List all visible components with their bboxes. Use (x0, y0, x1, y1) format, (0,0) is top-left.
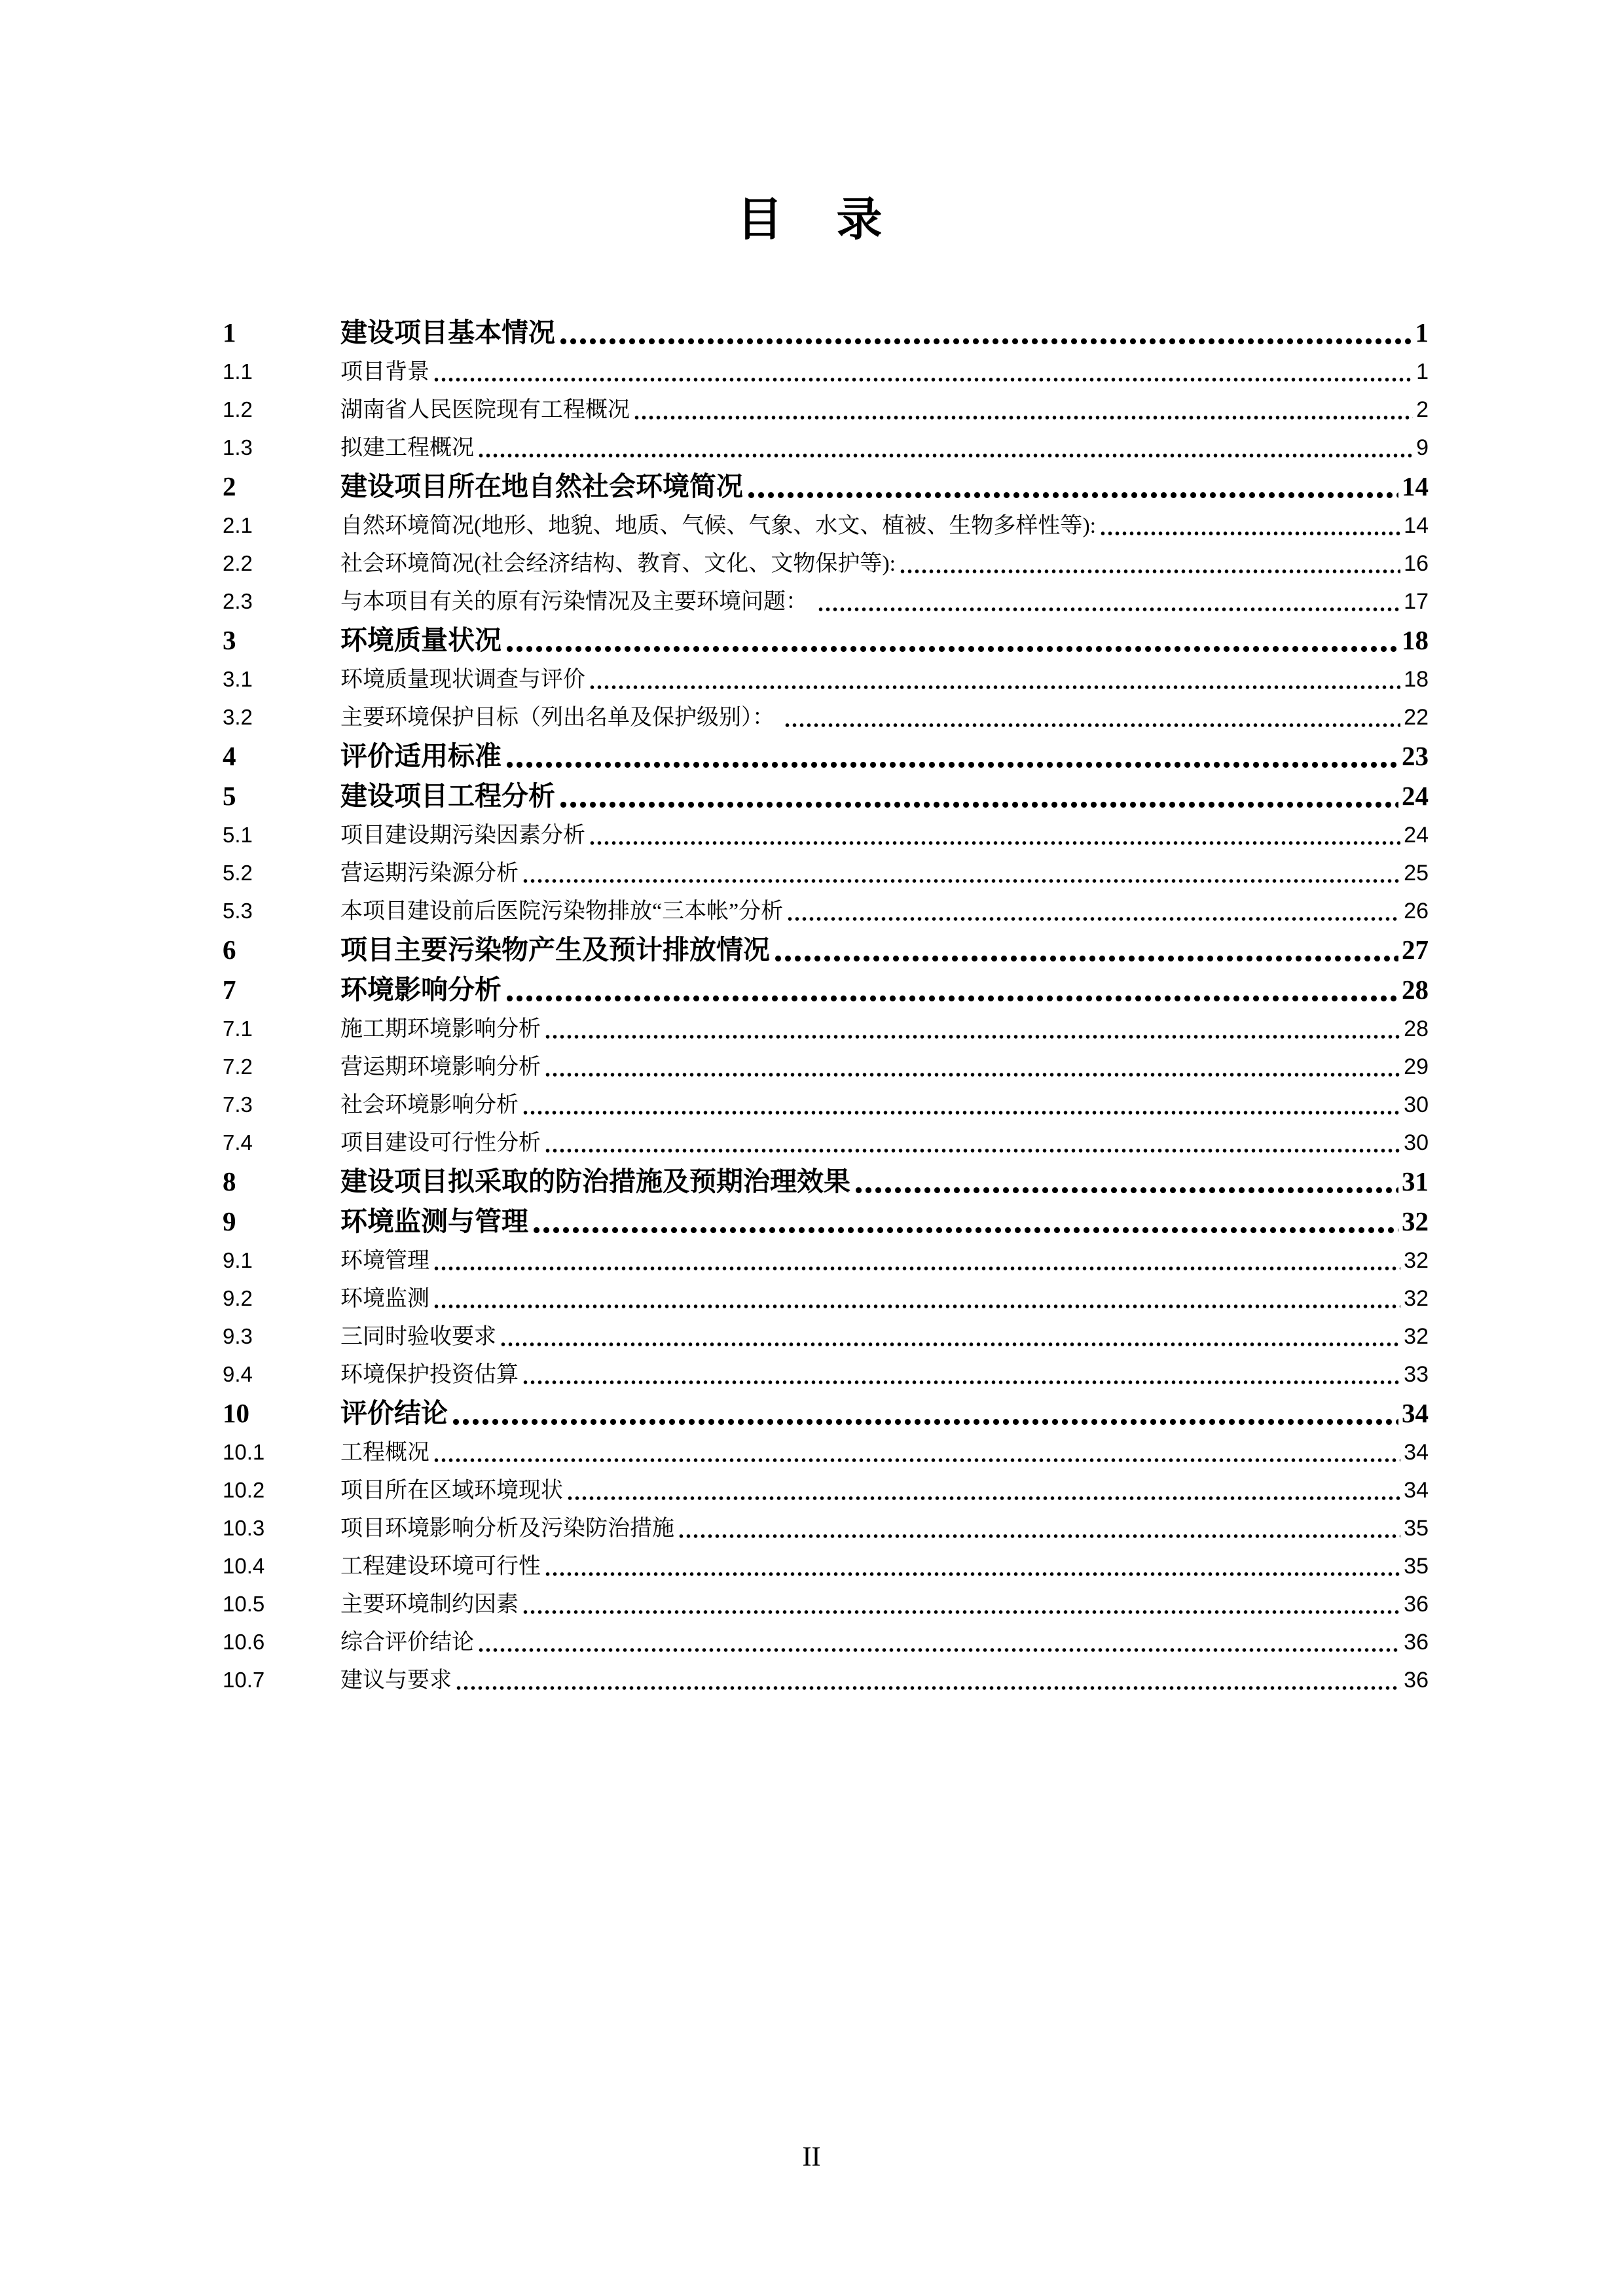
toc-entry-title: 主要环境制约因素 (340, 1592, 519, 1617)
toc-entry-number: 10.6 (223, 1630, 265, 1654)
dot-leader (589, 685, 1400, 690)
toc-entry[interactable] (223, 429, 1429, 467)
toc-entry-title: 项目所在区域环境现状 (340, 1479, 563, 1503)
toc-entry-number: 9 (223, 1206, 236, 1236)
page-title: 目 录 (737, 194, 886, 245)
toc-entry-page: 28 (1404, 1016, 1429, 1041)
toc-entry-page: 34 (1404, 1440, 1429, 1465)
toc-entry-number: 10.2 (223, 1478, 265, 1502)
toc-entry-page: 14 (1402, 471, 1429, 501)
toc-entry[interactable] (223, 854, 1429, 892)
toc-entry-title: 项目主要污染物产生及预计排放情况 (340, 935, 770, 965)
toc-entry-title: 评价适用标准 (340, 741, 501, 771)
toc-entry-title: 项目建设可行性分析 (340, 1131, 541, 1155)
toc-entry-number: 9.2 (223, 1286, 253, 1310)
toc-entry-page: 35 (1404, 1516, 1429, 1541)
toc-entry-number: 6 (223, 935, 236, 965)
toc-entry-title: 工程概况 (340, 1441, 429, 1465)
toc-entry-number: 4 (223, 741, 236, 771)
toc-entry-number: 10.7 (223, 1668, 265, 1692)
toc-entry[interactable] (223, 1509, 1429, 1547)
toc-entry-number: 7 (223, 975, 236, 1005)
table-of-contents (223, 313, 1429, 1699)
toc-entry-number: 5.2 (223, 861, 253, 885)
toc-entry-page: 22 (1404, 705, 1429, 730)
dot-leader (899, 569, 1400, 574)
dot-leader (544, 1571, 1400, 1577)
toc-entry[interactable] (223, 1355, 1429, 1393)
dot-leader (532, 1227, 1398, 1234)
toc-entry-number: 1 (223, 317, 236, 348)
toc-entry-number: 9.1 (223, 1248, 253, 1272)
toc-entry-title: 施工期环境影响分析 (340, 1017, 541, 1041)
toc-entry-number: 8 (223, 1166, 236, 1196)
toc-entry-title: 营运期污染源分析 (340, 861, 519, 886)
toc-entry[interactable] (223, 930, 1429, 970)
toc-entry-page: 30 (1404, 1092, 1429, 1117)
dot-leader (786, 916, 1400, 922)
toc-entry-page: 27 (1402, 935, 1429, 965)
dot-leader (522, 1380, 1400, 1385)
toc-entry-number: 7.4 (223, 1130, 253, 1155)
toc-entry-page: 16 (1404, 551, 1429, 576)
toc-entry[interactable] (223, 313, 1429, 353)
toc-entry-number: 10 (223, 1398, 249, 1428)
toc-entry[interactable] (223, 353, 1429, 391)
toc-entry-title: 工程建设环境可行性 (340, 1554, 541, 1579)
toc-entry-number: 3.2 (223, 705, 253, 729)
toc-entry-title: 本项目建设前后医院污染物排放“三本帐”分析 (340, 899, 784, 924)
toc-entry-page: 34 (1404, 1478, 1429, 1503)
toc-entry-title: 建设项目基本情况 (340, 317, 555, 348)
toc-entry-title: 环境管理 (340, 1249, 429, 1273)
toc-entry-title: 社会环境简况(社会经济结构、教育、文化、文物保护等): (340, 552, 896, 576)
toc-entry-number: 2.1 (223, 513, 253, 537)
toc-entry-page: 14 (1404, 513, 1429, 538)
toc-entry-page: 18 (1402, 625, 1429, 655)
toc-entry-page: 36 (1404, 1592, 1429, 1617)
toc-entry-page: 17 (1404, 589, 1429, 614)
toc-entry[interactable] (223, 507, 1429, 545)
dot-leader (746, 492, 1398, 499)
toc-entry[interactable] (223, 1433, 1429, 1471)
toc-entry-number: 9.3 (223, 1324, 253, 1348)
dot-leader (544, 1034, 1400, 1039)
toc-entry[interactable] (223, 892, 1429, 930)
toc-entry[interactable] (223, 1661, 1429, 1699)
toc-entry-page: 36 (1404, 1668, 1429, 1693)
toc-entry-page: 23 (1402, 741, 1429, 771)
toc-entry-page: 36 (1404, 1630, 1429, 1655)
toc-entry-title: 评价结论 (340, 1398, 448, 1428)
dot-leader (784, 723, 1401, 728)
toc-entry-page: 30 (1404, 1130, 1429, 1155)
dot-leader (433, 1266, 1400, 1271)
toc-entry[interactable] (223, 1048, 1429, 1086)
toc-entry[interactable] (223, 467, 1429, 507)
toc-entry-number: 7.3 (223, 1092, 253, 1117)
toc-entry-number: 2.3 (223, 589, 253, 613)
toc-entry-title: 与本项目有关的原有污染情况及主要环境问题： (340, 590, 814, 614)
toc-entry-page: 1 (1416, 359, 1429, 384)
toc-entry-title: 项目环境影响分析及污染防治措施 (340, 1516, 674, 1541)
toc-entry-number: 1.1 (223, 359, 253, 384)
dot-leader (817, 607, 1401, 612)
toc-entry-title: 环境保护投资估算 (340, 1363, 519, 1387)
toc-entry[interactable] (223, 970, 1429, 1010)
toc-entry-page: 24 (1402, 781, 1429, 811)
toc-entry-page: 29 (1404, 1054, 1429, 1079)
dot-leader (505, 761, 1398, 768)
dot-leader (558, 338, 1412, 345)
dot-leader (558, 801, 1398, 808)
dot-leader (477, 1647, 1400, 1653)
toc-entry-title: 建设项目工程分析 (340, 781, 555, 811)
toc-entry-page: 28 (1402, 975, 1429, 1005)
toc-entry-number: 10.5 (223, 1592, 265, 1616)
dot-leader (477, 453, 1413, 458)
toc-entry-number: 1.2 (223, 397, 253, 422)
dot-leader (433, 377, 1413, 382)
toc-entry[interactable] (223, 1393, 1429, 1433)
dot-leader (522, 1609, 1400, 1615)
toc-entry-page: 32 (1402, 1206, 1429, 1236)
toc-entry-title: 自然环境简况(地形、地貌、地质、气候、气象、水文、植被、生物多样性等): (340, 514, 1097, 538)
toc-entry-title: 环境质量状况 (340, 625, 501, 655)
toc-entry[interactable] (223, 1318, 1429, 1355)
toc-entry[interactable] (223, 1242, 1429, 1280)
toc-entry[interactable] (223, 391, 1429, 429)
dot-leader (773, 955, 1398, 962)
footer-page-number: II (802, 2142, 821, 2172)
toc-entry[interactable] (223, 1162, 1429, 1202)
toc-entry-title: 建设项目所在地自然社会环境简况 (340, 471, 743, 501)
toc-entry-title: 项目背景 (340, 360, 429, 384)
toc-entry-title: 拟建工程概况 (340, 436, 474, 460)
toc-entry-number: 10.3 (223, 1516, 265, 1540)
toc-entry[interactable] (223, 620, 1429, 660)
toc-entry[interactable] (223, 736, 1429, 776)
toc-entry-title: 综合评价结论 (340, 1630, 474, 1655)
toc-entry[interactable] (223, 1010, 1429, 1048)
dot-leader (500, 1342, 1400, 1347)
toc-entry[interactable] (223, 1124, 1429, 1162)
toc-entry-page: 32 (1404, 1324, 1429, 1349)
toc-entry-number: 5.1 (223, 823, 253, 847)
toc-entry[interactable] (223, 1471, 1429, 1509)
toc-entry-title: 建议与要求 (340, 1668, 452, 1693)
toc-entry[interactable] (223, 816, 1429, 854)
toc-entry[interactable] (223, 776, 1429, 816)
toc-entry-page: 9 (1416, 435, 1429, 460)
toc-entry-page: 35 (1404, 1554, 1429, 1579)
toc-entry-number: 5 (223, 781, 236, 811)
toc-entry-number: 2 (223, 471, 236, 501)
dot-leader (505, 645, 1398, 653)
toc-entry-title: 社会环境影响分析 (340, 1093, 519, 1117)
toc-entry[interactable] (223, 660, 1429, 698)
toc-entry-page: 24 (1404, 823, 1429, 848)
dot-leader (566, 1496, 1400, 1501)
dot-leader (433, 1304, 1400, 1309)
dot-leader (451, 1418, 1398, 1426)
toc-entry[interactable] (223, 583, 1429, 620)
toc-entry[interactable] (223, 1280, 1429, 1318)
toc-entry-number: 7.1 (223, 1016, 253, 1041)
dot-leader (678, 1534, 1400, 1539)
toc-entry-number: 1.3 (223, 435, 253, 459)
dot-leader (522, 878, 1400, 884)
toc-entry-page: 34 (1402, 1398, 1429, 1428)
toc-entry-page: 2 (1416, 397, 1429, 422)
toc-entry-title: 环境影响分析 (340, 975, 501, 1005)
dot-leader (589, 840, 1400, 846)
toc-entry-title: 项目建设期污染因素分析 (340, 823, 585, 848)
toc-entry[interactable] (223, 1202, 1429, 1242)
dot-leader (522, 1110, 1400, 1115)
dot-leader (433, 1458, 1400, 1463)
toc-entry-number: 3.1 (223, 667, 253, 691)
toc-entry[interactable] (223, 1585, 1429, 1623)
toc-entry-page: 31 (1402, 1166, 1429, 1196)
dot-leader (633, 415, 1413, 420)
toc-entry-title: 湖南省人民医院现有工程概况 (340, 398, 630, 422)
toc-entry-page: 26 (1404, 899, 1429, 924)
toc-entry-title: 环境监测 (340, 1287, 429, 1311)
toc-entry[interactable] (223, 1086, 1429, 1124)
dot-leader (455, 1685, 1400, 1691)
toc-entry-page: 33 (1404, 1362, 1429, 1387)
toc-entry-title: 主要环境保护目标（列出名单及保护级别）： (340, 706, 780, 730)
toc-entry-page: 18 (1404, 667, 1429, 692)
dot-leader (544, 1148, 1400, 1153)
toc-entry-title: 建设项目拟采取的防治措施及预期治理效果 (340, 1166, 850, 1196)
toc-entry-number: 3 (223, 625, 236, 655)
toc-entry[interactable] (223, 545, 1429, 583)
toc-entry-title: 营运期环境影响分析 (340, 1055, 541, 1079)
toc-entry-page: 1 (1415, 317, 1429, 348)
toc-entry-number: 5.3 (223, 899, 253, 923)
toc-entry-title: 环境质量现状调查与评价 (340, 668, 585, 692)
toc-entry-title: 三同时验收要求 (340, 1325, 496, 1349)
toc-entry-number: 10.4 (223, 1554, 265, 1578)
toc-entry-page: 25 (1404, 861, 1429, 886)
dot-leader (1099, 531, 1400, 536)
dot-leader (505, 995, 1398, 1002)
toc-entry-number: 10.1 (223, 1440, 265, 1464)
toc-entry[interactable] (223, 1623, 1429, 1661)
toc-entry-number: 9.4 (223, 1362, 253, 1386)
dot-leader (544, 1072, 1400, 1077)
toc-entry-number: 7.2 (223, 1054, 253, 1079)
dot-leader (854, 1187, 1398, 1194)
toc-entry[interactable] (223, 1547, 1429, 1585)
toc-entry-title: 环境监测与管理 (340, 1206, 528, 1236)
toc-entry-page: 32 (1404, 1248, 1429, 1273)
toc-entry[interactable] (223, 698, 1429, 736)
toc-entry-number: 2.2 (223, 551, 253, 575)
toc-entry-page: 32 (1404, 1286, 1429, 1311)
